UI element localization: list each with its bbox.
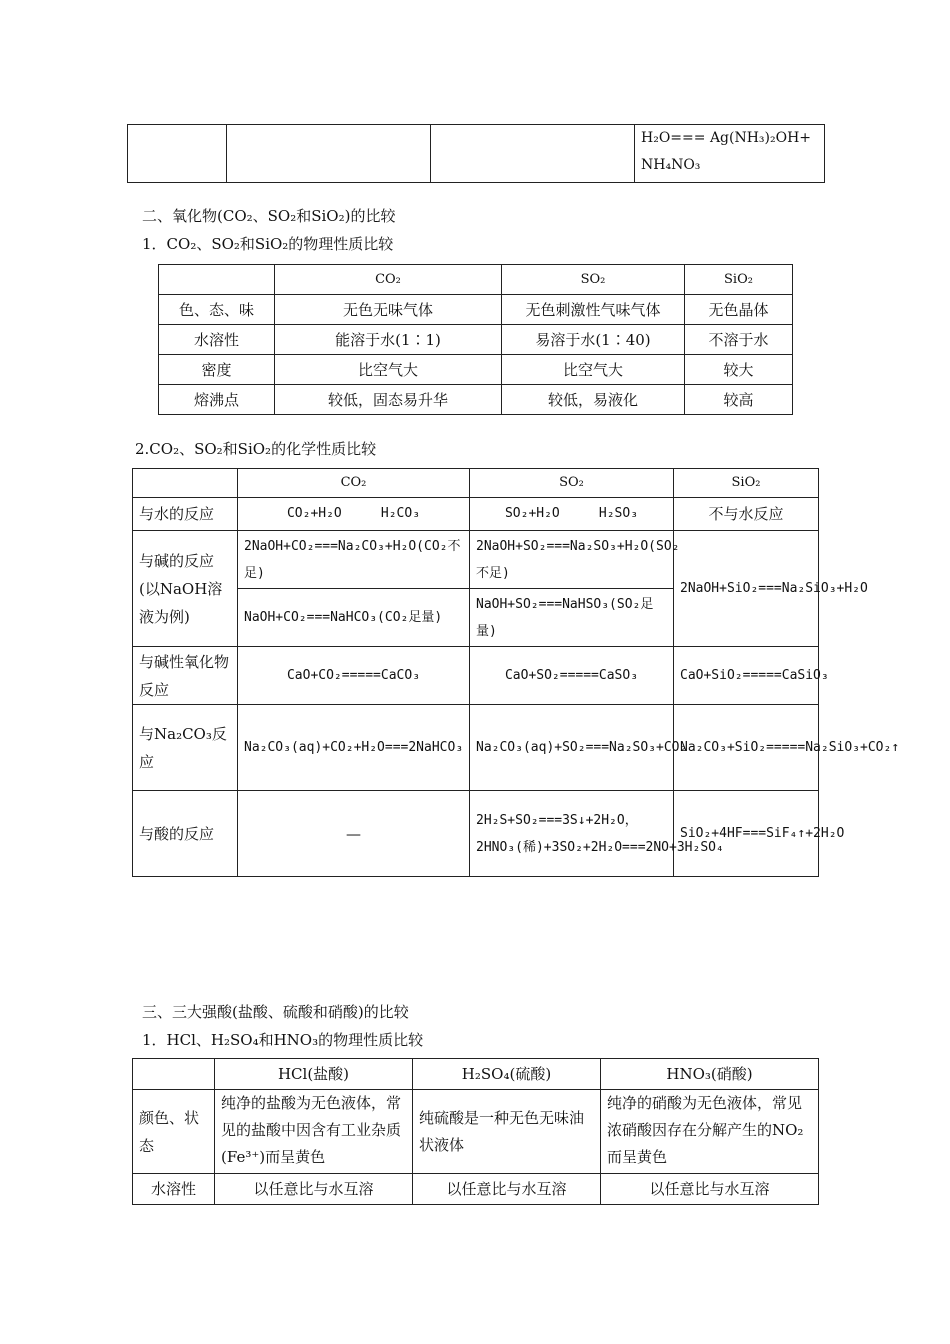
phys-cell: 较低，易液化 [502,385,685,415]
chem-basic-oxide-so2: CaO+SO₂=====CaSO₃ [470,647,674,705]
top-table-line-1: H₂O=== Ag(NH₃)₂OH+ [641,130,812,146]
chem-header-sio2: SiO₂ [674,469,819,498]
phys-cell: 无色晶体 [685,295,793,325]
phys-header-empty [159,265,275,295]
chem-base-so2-a: 2NaOH+SO₂===Na₂SO₃+H₂O(SO₂不足) [470,531,674,589]
phys-cell: 能溶于水(1∶1) [275,325,502,355]
chem-row-na2co3-label: 与Na₂CO₃反应 [133,705,238,791]
acids-header-hcl: HCl(盐酸) [215,1059,413,1090]
phys-row-label: 水溶性 [159,325,275,355]
phys-cell: 较大 [685,355,793,385]
top-partial-table [127,124,825,183]
section-2-sub1-title: 1．CO₂、SO₂和SiO₂的物理性质比较 [142,235,394,253]
chem-acid-sio2: SiO₂+4HF===SiF₄↑+2H₂O [674,791,819,877]
chem-header-empty [133,469,238,498]
chem-row-acid-label: 与酸的反应 [133,791,238,877]
chem-row-water-label: 与水的反应 [133,498,238,531]
section-2-sub2-title: 2.CO₂、SO₂和SiO₂的化学性质比较 [135,440,377,458]
chem-water-so2: SO₂+H₂O H₂SO₃ [470,498,674,531]
top-table-cell-2 [227,125,431,183]
acids-cell: 以任意比与水互溶 [215,1174,413,1205]
phys-row-label: 密度 [159,355,275,385]
section-2-title: 二、氧化物(CO₂、SO₂和SiO₂)的比较 [142,207,396,225]
chem-base-so2-b: NaOH+SO₂===NaHSO₃(SO₂足量) [470,589,674,647]
chem-base-co2-b: NaOH+CO₂===NaHCO₃(CO₂足量) [238,589,470,647]
phys-row-label: 色、态、味 [159,295,275,325]
acids-cell: 纯净的硝酸为无色液体，常见浓硝酸因存在分解产生的NO₂而呈黄色 [601,1090,819,1174]
phys-cell: 比空气大 [275,355,502,385]
chem-basic-oxide-co2: CaO+CO₂=====CaCO₃ [238,647,470,705]
chem-row-basic-oxide-label: 与碱性氧化物反应 [133,647,238,705]
acids-header-h2so4: H₂SO₄(硫酸) [413,1059,601,1090]
phys-cell: 较高 [685,385,793,415]
chem-basic-oxide-sio2: CaO+SiO₂=====CaSiO₃ [674,647,819,705]
acids-cell: 纯硫酸是一种无色无味油状液体 [413,1090,601,1174]
chem-na2co3-sio2: Na₂CO₃+SiO₂=====Na₂SiO₃+CO₂↑ [674,705,819,791]
phys-cell: 无色无味气体 [275,295,502,325]
oxide-physical-table [158,264,793,415]
top-table-cell-1 [128,125,227,183]
phys-cell: 不溶于水 [685,325,793,355]
acids-row-label: 颜色、状态 [133,1090,215,1174]
chem-na2co3-co2: Na₂CO₃(aq)+CO₂+H₂O===2NaHCO₃ [238,705,470,791]
chem-acid-co2: — [238,791,470,877]
phys-header-so2: SO₂ [502,265,685,295]
chem-na2co3-so2: Na₂CO₃(aq)+SO₂===Na₂SO₃+CO₂ [470,705,674,791]
chem-water-sio2: 不与水反应 [674,498,819,531]
acids-cell: 以任意比与水互溶 [601,1174,819,1205]
chem-row-base-label: 与碱的反应(以NaOH溶液为例) [133,531,238,647]
phys-row-label: 熔沸点 [159,385,275,415]
section-3-sub1-title: 1．HCl、H₂SO₄和HNO₃的物理性质比较 [142,1031,424,1049]
phys-cell: 比空气大 [502,355,685,385]
acids-cell: 以任意比与水互溶 [413,1174,601,1205]
phys-cell: 易溶于水(1∶40) [502,325,685,355]
acids-physical-table [132,1058,819,1205]
top-table-cell-4 [635,125,825,183]
top-table-cell-3 [431,125,635,183]
phys-cell: 较低，固态易升华 [275,385,502,415]
chem-header-co2: CO₂ [238,469,470,498]
chem-water-co2: CO₂+H₂O H₂CO₃ [238,498,470,531]
phys-header-sio2: SiO₂ [685,265,793,295]
chem-base-co2-a: 2NaOH+CO₂===Na₂CO₃+H₂O(CO₂不足) [238,531,470,589]
acids-row-label: 水溶性 [133,1174,215,1205]
chem-header-so2: SO₂ [470,469,674,498]
oxide-chemical-table [132,468,900,877]
section-3-title: 三、三大强酸(盐酸、硫酸和硝酸)的比较 [142,1003,409,1021]
acids-header-hno3: HNO₃(硝酸) [601,1059,819,1090]
acids-cell: 纯净的盐酸为无色液体，常见的盐酸中因含有工业杂质(Fe³⁺)而呈黄色 [215,1090,413,1174]
phys-cell: 无色刺激性气味气体 [502,295,685,325]
top-table-line-2: NH₄NO₃ [641,157,701,173]
phys-header-co2: CO₂ [275,265,502,295]
acids-header-empty [133,1059,215,1090]
chem-acid-so2: 2H₂S+SO₂===3S↓+2H₂O，2HNO₃(稀)+3SO₂+2H₂O===2NO+3H₂SO₄ [470,791,674,877]
chem-base-sio2: 2NaOH+SiO₂===Na₂SiO₃+H₂O [674,531,819,647]
